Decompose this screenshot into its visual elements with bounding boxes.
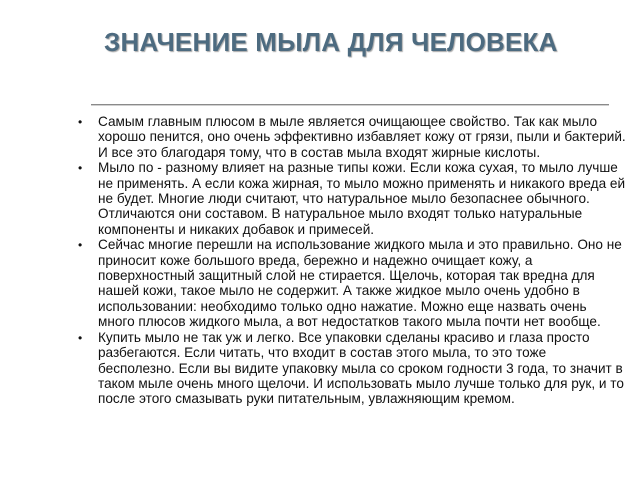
bullet-text: Сейчас многие перешли на использование жидкого мыла и это правильно. Оно не приносит коже большого вреда, бережно и надежно очищает кожу, а поверхностный защитный слой не стирается. Щелочь, которая так вредна для нашей кожи, такое мыло не содержит. А также жидкое мыло очень удобно в использовании: необходимо только одно нажатие. Можно еще назвать очень много плюсов жидкого мыла, а вот недостатков такого мыла почти нет вообще. xyxy=(98,237,622,330)
bullet-icon: • xyxy=(78,330,83,345)
bullet-text: Мыло по - разному влияет на разные типы кожи. Если кожа сухая, то мыло лучше не применять. А если кожа жирная, то мыло можно применять и никакого вреда ей не будет. Многие люди считают, что натуральное мыло безопаснее обычного. Отличаются они составом. В натуральное мыло входят только натуральные компоненты и никаких добавок и примесей. xyxy=(98,160,626,237)
bullet-item xyxy=(78,160,626,237)
bullet-icon: • xyxy=(78,238,83,253)
bullet-text: Самым главным плюсом в мыле является очищающее свойство. Так как мыло хорошо пенится, оно очень эффективно избавляет кожу от грязи, пыли и бактерий. И все это благодаря тому, что в состав мыла входят жирные кислоты. xyxy=(98,114,626,160)
bullet-item xyxy=(78,114,626,160)
bullet-item xyxy=(78,330,626,407)
bullet-text: Купить мыло не так уж и легко. Все упаковки сделаны красиво и глаза просто разбегаются. Если читать, что входит в состав этого мыла, то это тоже бесполезно. Если вы видите упаковку мыла со сроком годности 3 года, то значит в таком мыле очень много щелочи. И использовать мыло лучше только для рук, и то после этого смазывать руки питательным, увлажняющим кремом. xyxy=(98,329,624,407)
bullet-icon: • xyxy=(78,115,83,129)
slide-title: ЗНАЧЕНИЕ МЫЛА ДЛЯ ЧЕЛОВЕКА xyxy=(104,27,558,57)
bullet-icon: • xyxy=(78,161,83,176)
bullet-list xyxy=(78,114,626,407)
title-divider xyxy=(91,104,609,105)
bullet-item xyxy=(78,237,626,329)
